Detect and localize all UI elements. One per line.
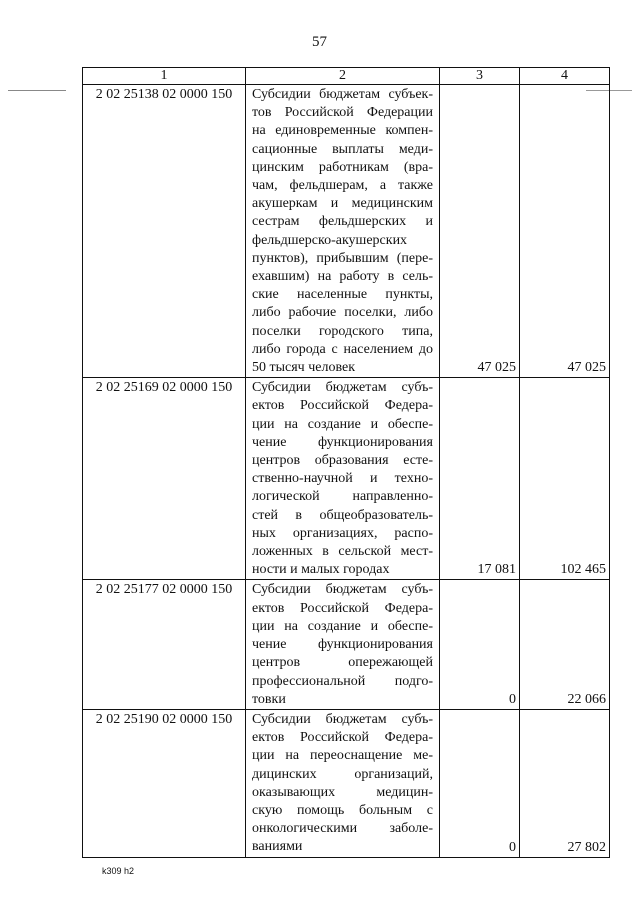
description-line: ектов Российской Федера- xyxy=(252,730,433,746)
description-line: Субсидии бюджетам субъ- xyxy=(252,711,433,727)
description-line: ных организациях, распо- xyxy=(252,525,433,541)
description-line: сестрам фельдшерских и xyxy=(252,214,433,230)
description-line: скую помощь больным с xyxy=(252,802,433,818)
description-line: сационные выплаты меди- xyxy=(252,141,433,157)
description-line: акушеркам и медицинским xyxy=(252,196,433,212)
description-line: ции на переоснащение ме- xyxy=(252,748,433,764)
budget-code-cell: 2 02 25169 02 0000 150 xyxy=(83,378,246,580)
budget-code-cell: 2 02 25190 02 0000 150 xyxy=(83,709,246,857)
description-line: Субсидии бюджетам субъек- xyxy=(252,87,433,102)
table-row xyxy=(83,85,610,378)
description-line: товки xyxy=(252,691,286,707)
description-cell xyxy=(246,709,440,857)
amount-col3-cell: 0 xyxy=(440,580,520,709)
description-line: Субсидии бюджетам субъ- xyxy=(252,380,433,396)
description-line: ложенных в сельской мест- xyxy=(252,544,433,560)
footer-code: k309 h2 xyxy=(102,866,135,876)
description-cell xyxy=(246,580,440,709)
description-line: центров образования есте- xyxy=(252,453,433,469)
description-line: Субсидии бюджетам субъ- xyxy=(252,582,433,598)
description-line: ские населенные пункты, xyxy=(252,287,433,303)
description-line: ваниями xyxy=(252,839,303,855)
description-cell xyxy=(246,85,440,378)
description-line: цинским работникам (вра- xyxy=(252,159,433,175)
description-line: чение функционирования xyxy=(252,637,433,653)
description-line: пунктов), прибывшим (пере- xyxy=(252,250,433,266)
page-number: 57 xyxy=(312,34,327,50)
description-line: поселки городского типа, xyxy=(252,323,433,339)
description-line: тов Российской Федерации xyxy=(252,105,433,121)
description-line: чение функционирования xyxy=(252,434,433,450)
description-line: ности и малых городах xyxy=(252,562,390,578)
amount-col4-cell: 27 802 xyxy=(520,709,610,857)
table-header-row xyxy=(83,68,610,85)
description-line: на единовременные компен- xyxy=(252,123,433,139)
description-line: чам, фельдшерам, а также xyxy=(252,178,433,194)
description-line: ектов Российской Федера- xyxy=(252,600,433,616)
description-line: логической направленно- xyxy=(252,489,433,505)
column-header: 3 xyxy=(440,68,520,85)
budget-code-cell: 2 02 25177 02 0000 150 xyxy=(83,580,246,709)
description-line: 50 тысяч человек xyxy=(252,360,356,376)
scan-artifact-line xyxy=(8,90,66,91)
amount-col3-cell: 0 xyxy=(440,709,520,857)
description-line: фельдшерско-акушерских xyxy=(252,232,408,248)
description-line: ции на создание и обеспе- xyxy=(252,618,433,634)
amount-col3-cell: 47 025 xyxy=(440,85,520,378)
description-line: оказывающих медицин- xyxy=(252,784,433,800)
description-line: либо города с населением до xyxy=(252,341,433,357)
amount-col3-cell: 17 081 xyxy=(440,378,520,580)
description-line: либо рабочие поселки, либо xyxy=(252,305,433,321)
table-body xyxy=(83,85,610,858)
amount-col4-cell: 102 465 xyxy=(520,378,610,580)
description-line: ственно-научной и техно- xyxy=(252,471,433,487)
description-line: ехавшим) на работу в сель- xyxy=(252,269,433,285)
description-line: дицинских организаций, xyxy=(252,766,433,782)
description-line: профессиональной подго- xyxy=(252,673,433,689)
budget-table xyxy=(82,67,610,858)
column-header: 1 xyxy=(83,68,246,85)
budget-code-cell: 2 02 25138 02 0000 150 xyxy=(83,85,246,378)
table-row xyxy=(83,580,610,709)
table-row xyxy=(83,709,610,857)
amount-col4-cell: 22 066 xyxy=(520,580,610,709)
description-cell xyxy=(246,378,440,580)
description-line: ектов Российской Федера- xyxy=(252,398,433,414)
column-header: 2 xyxy=(246,68,440,85)
column-header: 4 xyxy=(520,68,610,85)
description-line: онкологическими заболе- xyxy=(252,821,433,837)
description-line: центров опережающей xyxy=(252,655,433,671)
description-line: ции на создание и обеспе- xyxy=(252,416,433,432)
amount-col4-cell: 47 025 xyxy=(520,85,610,378)
table-row xyxy=(83,378,610,580)
description-line: стей в общеобразователь- xyxy=(252,507,433,523)
